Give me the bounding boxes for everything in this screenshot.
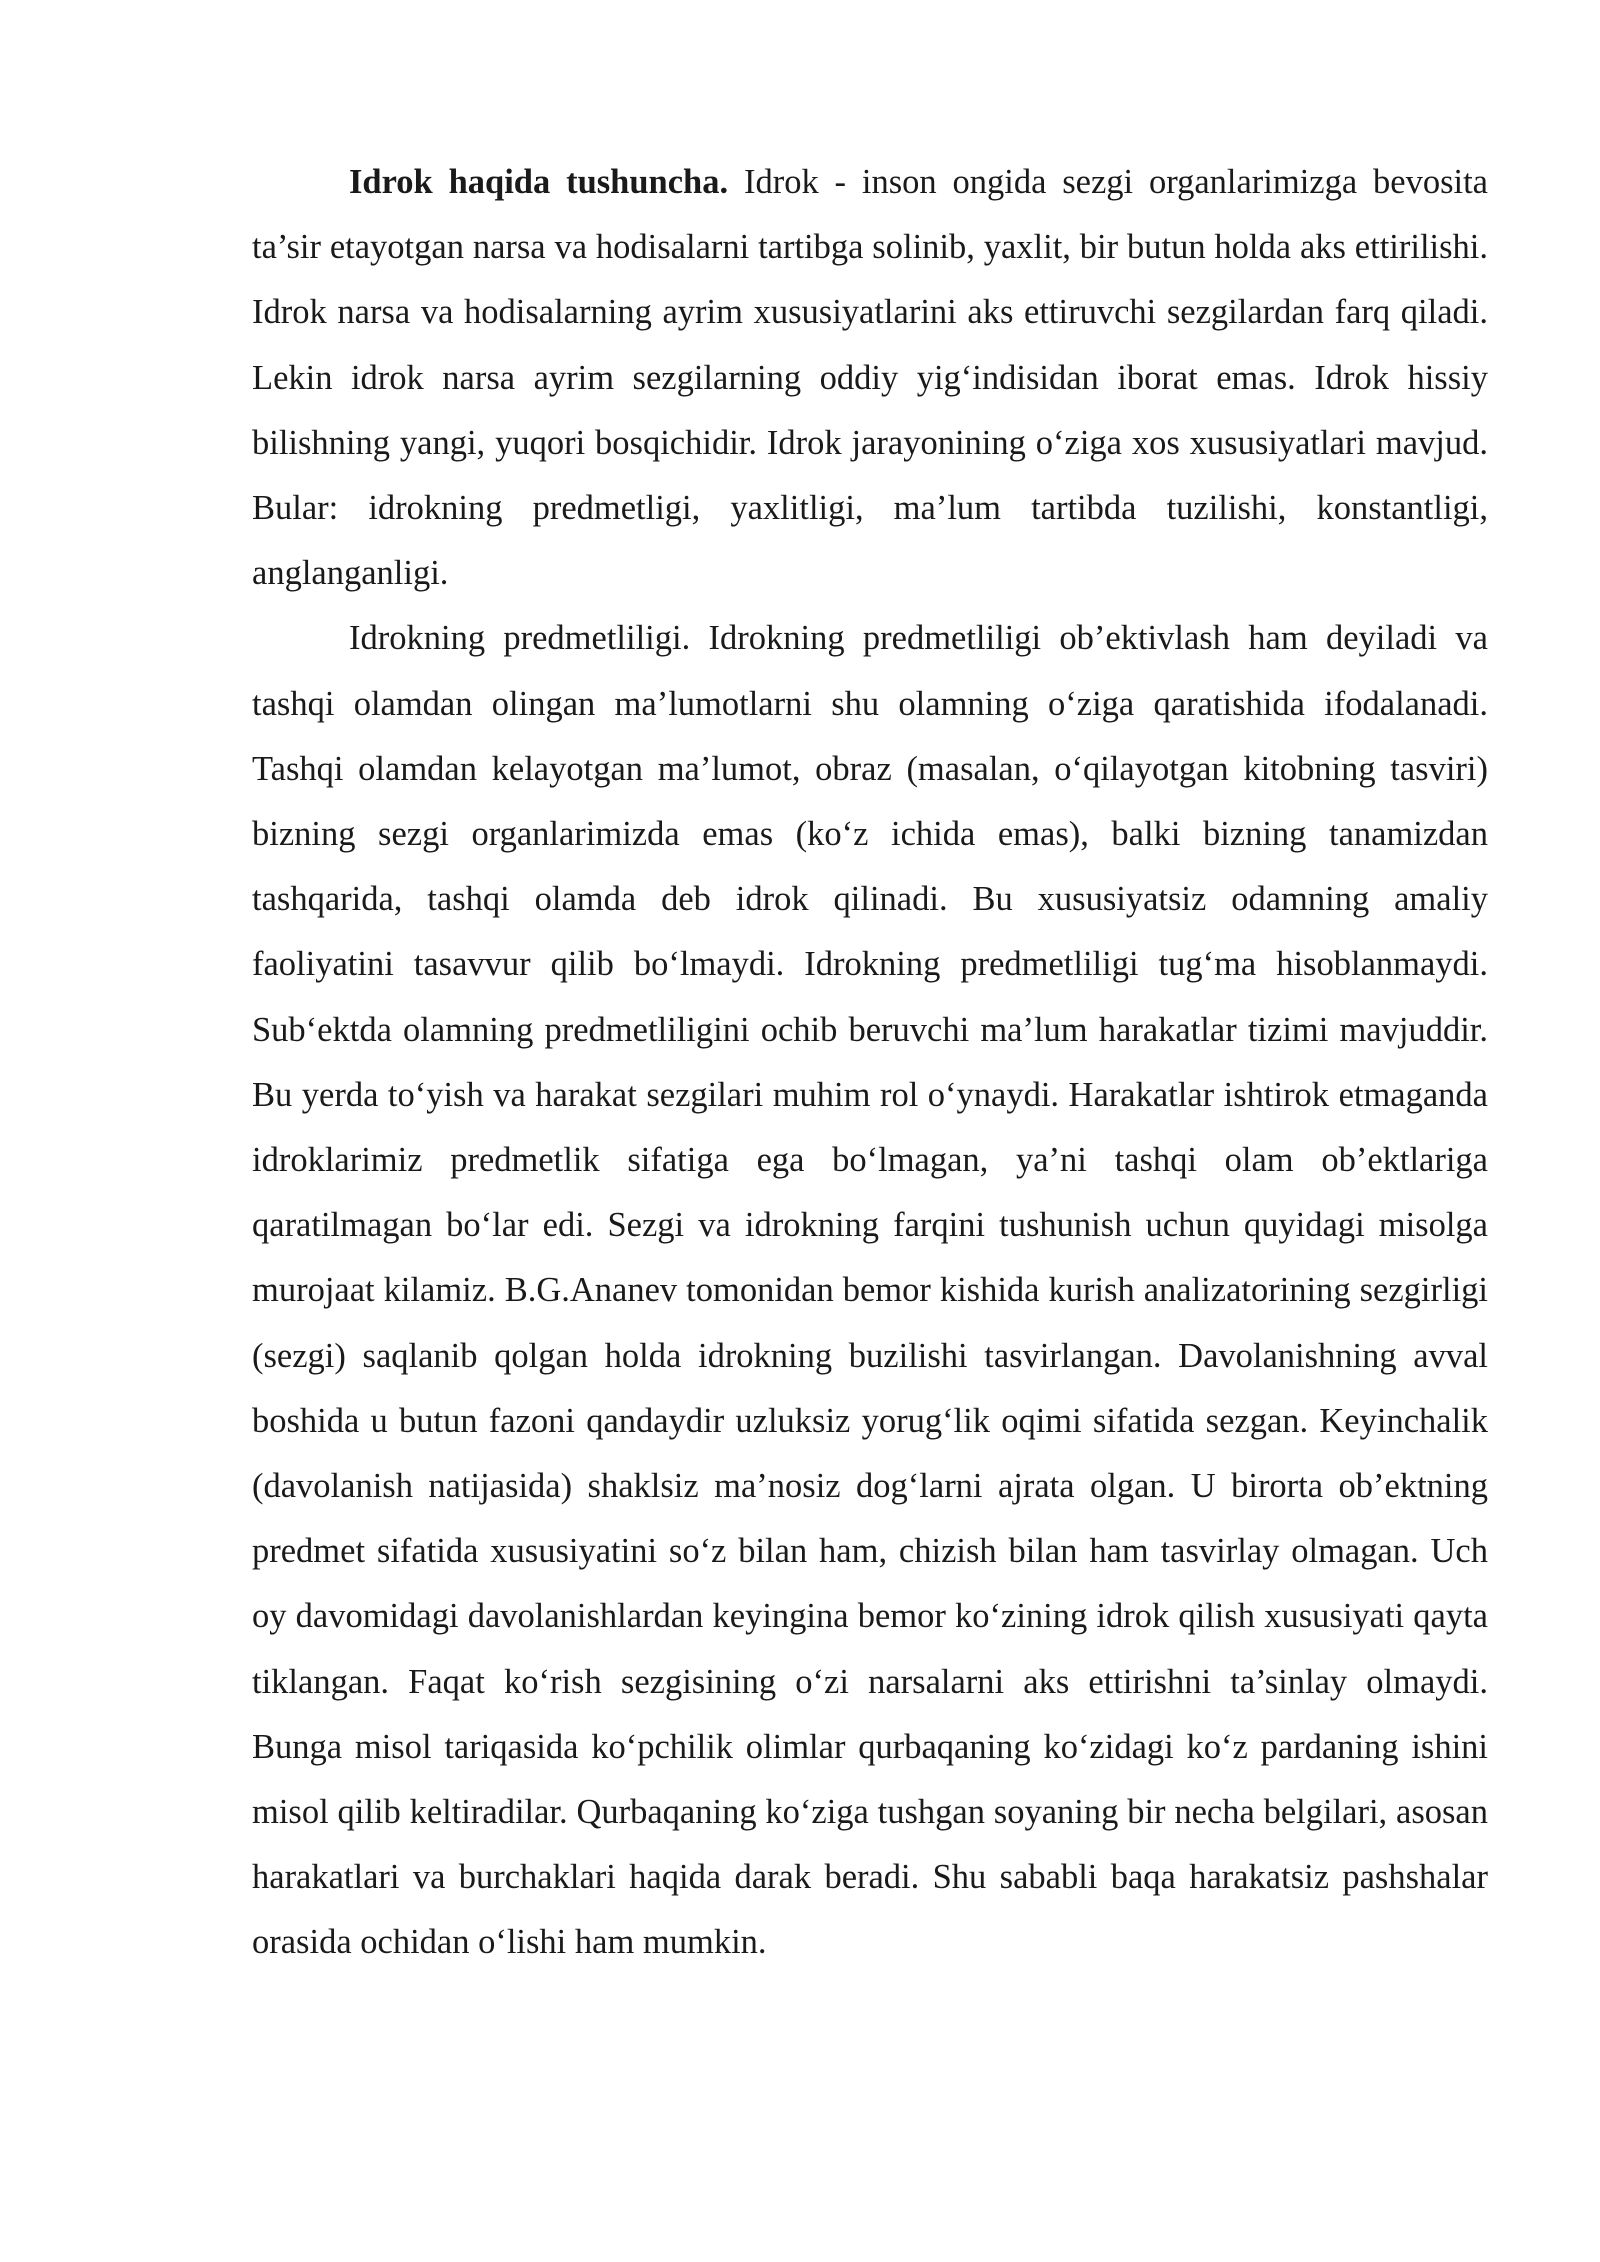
paragraph-body-text: Idrok - inson ongida sezgi organlarimizga bevosita ta’sir etayotgan narsa va hodisalarni tartibga solinib, yaxlit, bir butun holda aks ettirilishi. Idrok narsa va hodisalarning ayrim xususiyatlarini aks ettiruvchi sezgilardan farq qiladi. Lekin idrok narsa ayrim sezgilarning oddiy yig‘indisidan iborat emas. Idrok hissiy bilishning yangi, yuqori bosqichidir. Idrok jarayonining o‘ziga xos xususiyatlari mavjud. Bular: idrokning predmetligi, yaxlitligi, ma’lum tartibda tuzilishi, konstantligi, anglanganligi. — [252, 163, 1488, 593]
paragraph-lead-heading: Idrok haqida tushuncha. — [349, 163, 729, 201]
paragraph-idrok-predmetliligi: Idrokning predmetliligi. Idrokning predmetliligi ob’ektivlash ham deyiladi va tashqi olamdan olingan ma’lumotlarni shu olamning o‘ziga qaratishida ifodalanadi. Tashqi olamdan kelayotgan ma’lumot, obraz (masalan, o‘qilayotgan kitobning tasviri) bizning sezgi organlarimizda emas (ko‘z ichida emas), balki bizning tanamizdan tashqarida, tashqi olamda deb idrok qilinadi. Bu xususiyatsiz odamning amaliy faoliyatini tasavvur qilib bo‘lmaydi. Idrokning predmetliligi tug‘ma hisoblanmaydi. Sub‘ektda olamning predmetliligini ochib beruvchi ma’lum harakatlar tizimi mavjuddir. Bu yerda to‘yish va harakat sezgilari muhim rol o‘ynaydi. Harakatlar ishtirok etmaganda idroklarimiz predmetlik sifatiga ega bo‘lmagan, ya’ni tashqi olam ob’ektlariga qaratilmagan bo‘lar edi. Sezgi va idrokning farqini tushunish uchun quyidagi misolga murojaat kilamiz. B.G.Ananev tomonidan bemor kishida kurish analizatorining sezgirligi (sezgi) saqlanib qolgan holda idrokning buzilishi tasvirlangan. Davolanishning avval boshida u butun fazoni qandaydir uzluksiz yorug‘lik oqimi sifatida sezgan. Keyinchalik (davolanish natijasida) shaklsiz ma’nosiz dog‘larni ajrata olgan. U birorta ob’ektning predmet sifatida xususiyatini so‘z bilan ham, chizish bilan ham tasvirlay olmagan. Uch oy davomidagi davolanishlardan keyingina bemor ko‘zining idrok qilish xususiyati qayta tiklangan. Faqat ko‘rish sezgisining o‘zi narsalarni aks ettirishni ta’sinlay olmaydi. Bunga misol tariqasida ko‘pchilik olimlar qurbaqaning ko‘zidagi ko‘z pardaning ishini misol qilib keltiradilar. Qurbaqaning ko‘ziga tushgan soyaning bir necha belgilari, asosan harakatlari va burchaklari haqida darak beradi. Shu sababli baqa harakatsiz pashshalar orasida ochidan o‘lishi ham mumkin. — [252, 619, 1488, 1962]
paragraph-idrok-concept — [252, 150, 1488, 606]
document-page — [252, 150, 1488, 1976]
